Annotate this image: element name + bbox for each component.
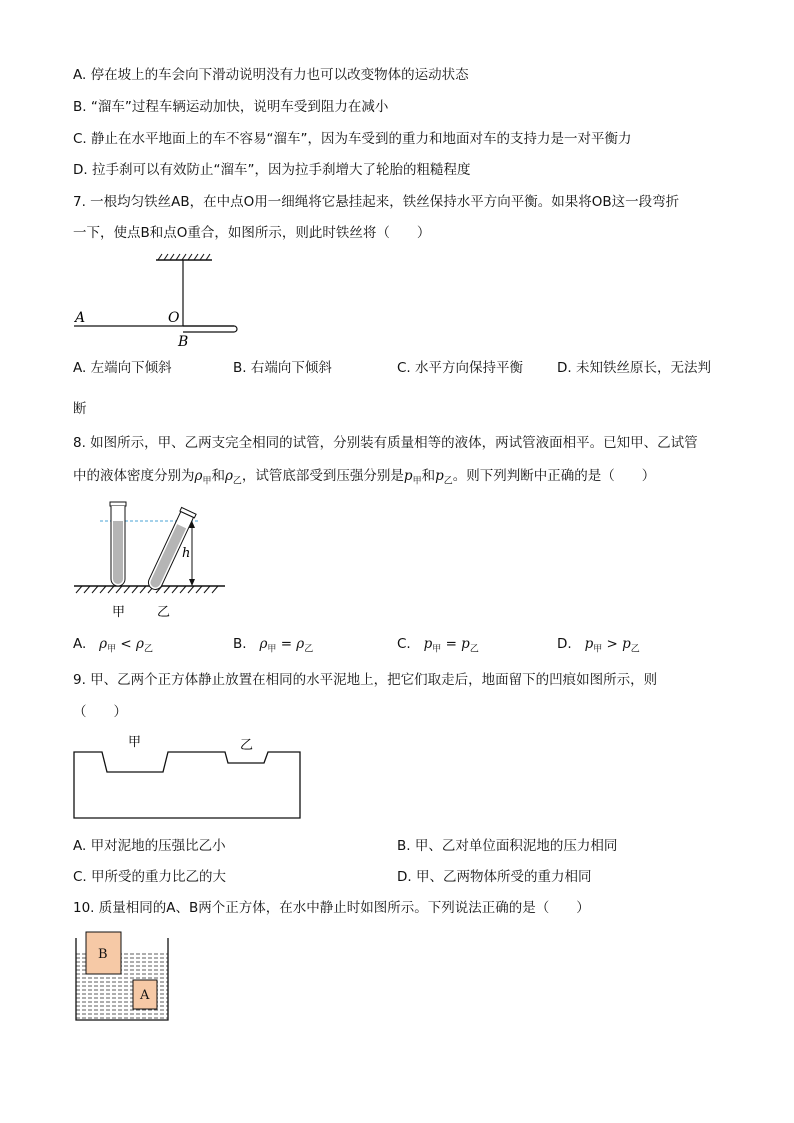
q6-option-b: B. “溜车”过程车辆运动加快，说明车受到阻力在减小 [73,99,389,115]
q9-label-jia: 甲 [128,735,142,750]
q8-stem-part-d: 和 [421,468,436,484]
q6-option-d: D. 拉手刹可以有效防止“溜车”，因为拉手刹增大了轮胎的粗糙程度 [73,162,471,178]
rho-jia-symbol: $\rho_甲$ [194,468,212,487]
q8-option-a: A. $\rho_甲 < \rho_乙$ [73,636,153,655]
q8-stem-part-c: ，试管底部受到压强分别是 [241,468,404,484]
q10-stem: 10. 质量相同的A、B两个正方体，在水中静止时如图所示。下列说法正确的是（ ） [73,900,590,916]
rho-yi-symbol: $\rho_乙$ [224,468,242,487]
q7-option-c: C. 水平方向保持平衡 [397,360,524,376]
q8-option-b: B. $\rho_甲 = \rho_乙$ [233,636,314,655]
q7-stem-line1: 7. 一根均匀铁丝AB，在中点O用一细绳将它悬挂起来，铁丝保持水平方向平衡。如果将OB这一段弯折 [73,194,680,210]
p-jia-symbol: $p_甲$ [403,468,422,487]
q8-stem-part-a: 中的液体密度分别为 [73,468,195,484]
q7-label-o: O [168,310,180,326]
q9-option-b: B. 甲、乙对单位面积泥地的压力相同 [397,838,618,854]
q7-wire-figure [70,250,250,350]
q10-label-b: B [98,947,108,962]
q7-option-b: B. 右端向下倾斜 [233,360,332,376]
p-yi-symbol: $p_乙$ [435,468,453,487]
q10-water-figure [70,928,180,1026]
q10-label-a: A [140,988,150,1003]
q8-stem-line2 [73,467,655,491]
q7-option-d: D. 未知铁丝原长，无法判 [557,360,711,376]
q7-label-b: B [178,334,189,350]
q9-option-d: D. 甲、乙两物体所受的重力相同 [397,869,592,885]
q9-stem-line2: （ ） [73,704,127,720]
q9-stem-line1: 9. 甲、乙两个正方体静止放置在相同的水平泥地上，把它们取走后，地面留下的凹痕如图所示，则 [73,672,658,688]
q9-option-a: A. 甲对泥地的压强比乙小 [73,838,226,854]
q9-option-c: C. 甲所受的重力比乙的大 [73,869,227,885]
q7-label-a: A [75,310,86,326]
q8-test-tube-figure [70,498,230,623]
q7-option-d-continued: 断 [73,401,87,417]
q6-option-a: A. 停在坡上的车会向下滑动说明没有力也可以改变物体的运动状态 [73,67,469,83]
q8-option-d: D. $p_甲 > p_乙$ [557,636,640,655]
q8-label-jia: 甲 [112,605,126,620]
q8-stem-line1: 8. 如图所示，甲、乙两支完全相同的试管，分别装有质量相等的液体，两试管液面相平。已知甲、乙试管 [73,435,698,451]
q8-label-h: h [182,546,191,561]
q7-stem-line2: 一下，使点B和点O重合，如图所示，则此时铁丝将（ ） [73,225,431,241]
q8-label-yi: 乙 [157,605,171,620]
q8-stem-part-e: 。则下列判断中正确的是（ ） [452,468,656,484]
q7-option-a: A. 左端向下倾斜 [73,360,172,376]
q6-option-c: C. 静止在水平地面上的车不容易“溜车”，因为车受到的重力和地面对车的支持力是一对平衡力 [73,131,632,147]
q8-stem-part-b: 和 [211,468,225,484]
q9-label-yi: 乙 [240,738,254,753]
q8-option-c: C. $p_甲 = p_乙$ [397,636,479,655]
q9-mud-figure [70,730,310,825]
